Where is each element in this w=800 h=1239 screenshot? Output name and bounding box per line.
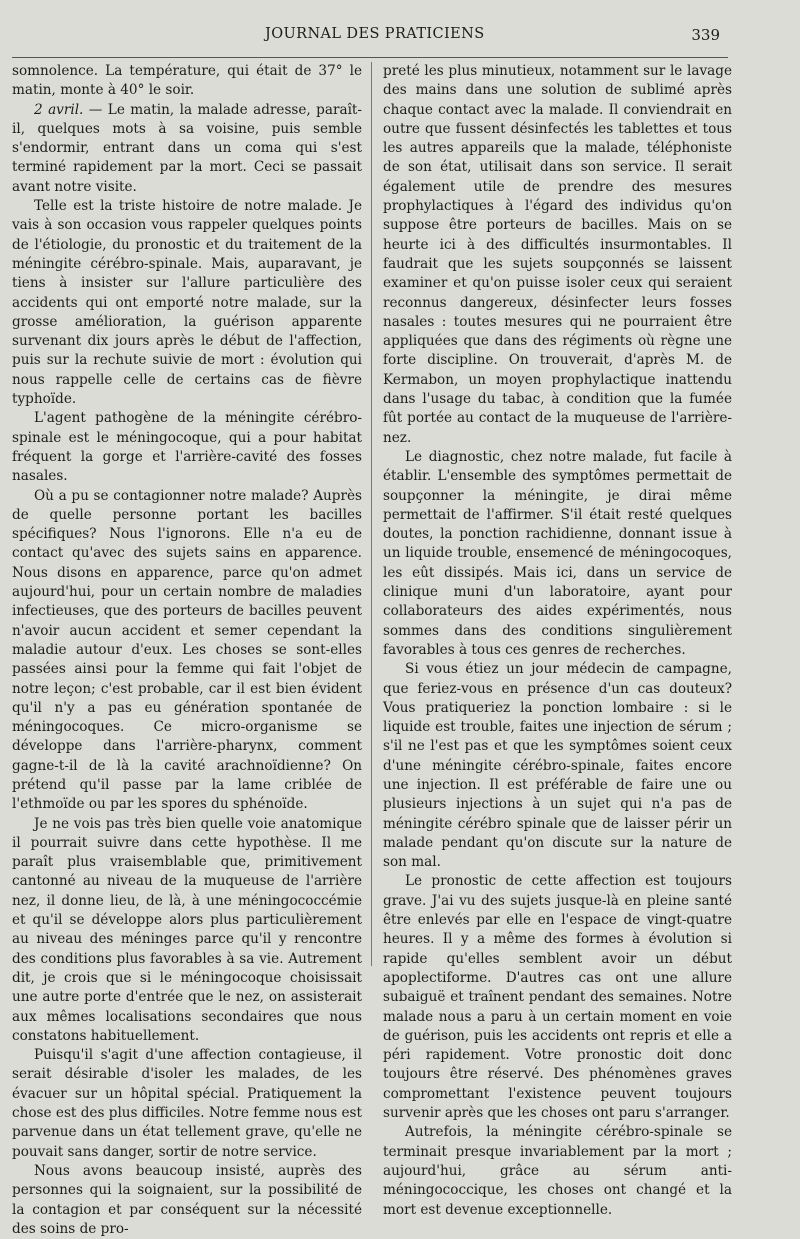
page-header bbox=[0, 26, 800, 52]
paragraph: Nous avons beaucoup insisté, auprès des personnes qui la soignaient, sur la possibilité de la contagion et par conséquent sur la nécessité des soins de pro- bbox=[12, 1162, 362, 1237]
date-label: 2 avril. bbox=[34, 101, 84, 118]
paragraph: somnolence. La température, qui était de 37° le matin, monte à 40° le soir. bbox=[12, 63, 362, 99]
paragraph: Le pronostic de cette affection est toujours grave. J'ai vu des sujets jusque-là en pleine santé être enlevés par elle en l'espace de vingt-quatre heures. Il y a même des formes à évolution si rapide qu'elles semblent avoir un début apoplectiforme. D'autres cas ont une allure subaiguë et traînent pendant des semaines. Notre malade nous a paru à un certain moment en voie de guérison, puis les accidents ont repris et elle a péri rapidement. Votre pronostic doit donc toujours être réservé. Des phénomènes graves compromettant l'existence peuvent toujours survenir après que les choses ont paru s'arranger. bbox=[383, 873, 732, 1122]
paragraph: preté les plus minutieux, notamment sur le lavage des mains dans une solution de sublimé après chaque contact avec la malade. Il conviendrait en outre que fussent désinfectés les tablettes et tous les autres appareils que la malade, téléphoniste de son état, utilisait dans son service. Il serait également utile de prendre des mesures prophylactiques à l'égard des individus qu'on suppose être porteurs de bacilles. Mais on se heurte ici à des difficultés insurmontables. Il faudrait que les sujets soupçonnés se laissent examiner et qu'on puisse isoler ceux qui seraient reconnus dangereux, désinfecter leurs fosses nasales : toutes mesures qui ne pourraient être appliquées que dans des régiments où règne une forte discipline. On trouverait, d'après M. de Kermabon, un moyen prophylactique inattendu dans l'usage du tabac, à condition que la fumée fût portée au contact de la muqueuse de l'arrière-nez. bbox=[383, 63, 732, 446]
paragraph: Où a pu se contagionner notre malade? Auprès de quelle personne portant les bacilles spécifiques? Nous l'ignorons. Elle n'a eu de contact qu'avec des sujets sains en apparence. Nous disons en apparence, parce qu'on admet aujourd'hui, pour un certain nombre de maladies infectieuses, que des porteurs de bacilles peuvent n'avoir aucun accident et semer cependant la maladie autour d'eux. Les choses se sont-elles passées ainsi pour la femme qui fait l'objet de notre leçon; c'est probable, car il est bien évident qu'il n'y a pas eu génération spontanée de méningocoques. Ce micro-organisme se développe dans l'arrière-pharynx, comment gagne-t-il de là la cavité arachnoïdienne? On prétend qu'il passe par la lame criblée de l'ethmoïde ou par les spores du sphénoïde. bbox=[12, 487, 362, 813]
paragraph: Si vous étiez un jour médecin de campagne, que feriez-vous en présence d'un cas douteux? Vous pratiqueriez la ponction lombaire : si le liquide est trouble, faites une injection de sérum ; s'il ne l'est pas et que les symptômes soient ceux d'une méningite cérébro-spinale, faites encore une injection. Il est préférable de faire une ou plusieurs injections à un sujet qui n'a pas de méningite cérébro spinale que de laisser périr un malade pendant qu'on discute sur la nature de son mal. bbox=[383, 661, 732, 871]
paragraph: Puisqu'il s'agit d'une affection contagieuse, il serait désirable d'isoler les malades, de les évacuer sur un hôpital spécial. Pratiquement la chose est des plus difficiles. Notre femme nous est parvenue dans un état tellement grave, qu'elle ne pouvait sans danger, sortir de notre service. bbox=[12, 1047, 362, 1160]
header-rule bbox=[12, 57, 728, 58]
paragraph: Telle est la triste histoire de notre malade. Je vais à son occasion vous rappeler quelques points de l'étiologie, du pronostic et du traitement de la méningite cérébro-spinale. Mais, auparavant, je tiens à insister sur l'allure particulière des accidents qui ont emporté notre malade, sur la grosse amélioration, la guérison apparente survenant dix jours après le début de l'affection, puis sur la rechute suivie de mort : évolution qui nous rappelle celle de certains cas de fièvre typhoïde. bbox=[12, 198, 362, 408]
paragraph-text: — Le matin, la malade adresse, paraît-il, quelques mots à sa voisine, puis semble s'endormir, entrant dans un coma qui s'est terminé rapidement par la mort. Ceci se passait avant notre visite. bbox=[12, 101, 362, 195]
page-number: 339 bbox=[691, 26, 720, 44]
paragraph bbox=[12, 101, 362, 197]
left-column bbox=[12, 62, 362, 1239]
paragraph: L'agent pathogène de la méningite cérébro-spinale est le méningocoque, qui a pour habitat fréquent la gorge et l'arrière-cavité des fosses nasales. bbox=[12, 410, 362, 485]
paragraph: Je ne vois pas très bien quelle voie anatomique il pourrait suivre dans cette hypothèse. Il me paraît plus vraisemblable que, primitivement cantonné au niveau de la muqueuse de l'arrière nez, il donne lieu, de là, à une méningococcémie et qu'il se développe alors plus particulièrement au niveau des méninges parce qu'il y rencontre des conditions plus favorables à sa vie. Autrement dit, je crois que si le méningocoque choisissait une autre porte d'entrée que le nez, on assisterait aux mêmes localisations secondaires que nous constatons habituellement. bbox=[12, 815, 362, 1044]
right-column bbox=[383, 62, 732, 1220]
paragraph: Autrefois, la méningite cérébro-spinale se terminait presque invariablement par la mort ; aujourd'hui, grâce au sérum anti-méningococcique, les choses ont changé et la mort est devenue exceptionnelle. bbox=[383, 1124, 732, 1218]
paragraph: Le diagnostic, chez notre malade, fut facile à établir. L'ensemble des symptômes permettait de soupçonner la méningite, je dirai même permettait de l'affirmer. S'il était resté quelques doutes, la ponction rachidienne, donnant issue à un liquide trouble, ensemencé de méningocoques, les eût dissipés. Mais ici, dans un service de clinique muni d'un laboratoire, ayant pour collaborateurs des aides expérimentés, nous sommes dans des conditions singulièrement favorables à tous ces genres de recherches. bbox=[383, 448, 732, 658]
running-title: JOURNAL DES PRATICIENS bbox=[265, 26, 485, 42]
column-divider bbox=[371, 62, 372, 966]
